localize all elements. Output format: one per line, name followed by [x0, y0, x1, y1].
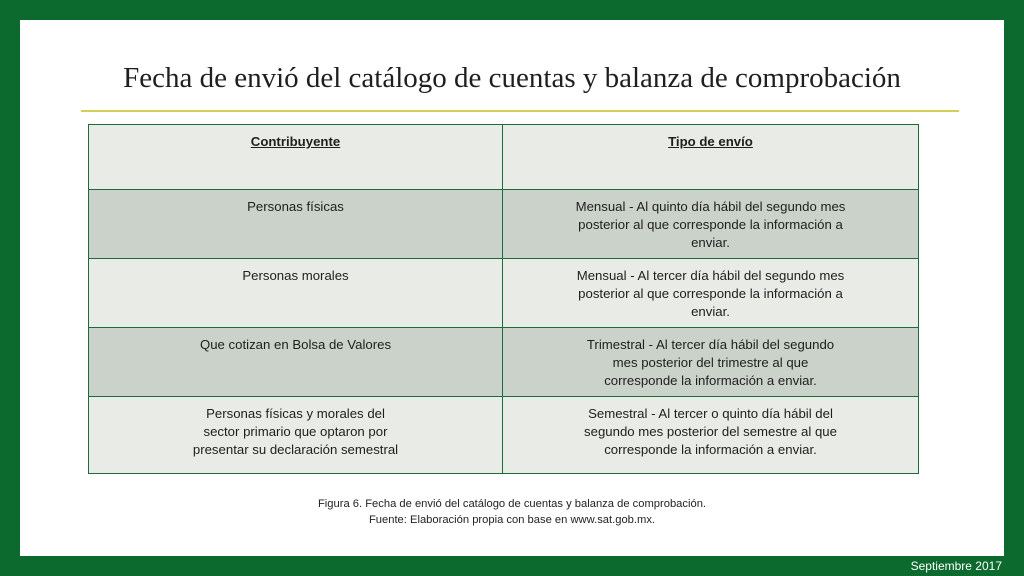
cell-contribuyente: Personas morales — [89, 259, 503, 328]
cell-contribuyente: Personas físicas — [89, 190, 503, 259]
table-row — [89, 190, 919, 259]
figure-caption — [0, 496, 1024, 528]
slide-title: Fecha de envió del catálogo de cuentas y balanza de comprobación — [123, 62, 901, 94]
header-contribuyente: Contribuyente — [89, 125, 503, 190]
caption-source-line: Fuente: Elaboración propia con base en www.sat.gob.mx. — [368, 514, 656, 526]
footer-date: Septiembre 2017 — [910, 559, 1002, 573]
table-row — [89, 397, 919, 474]
title-divider — [81, 110, 959, 112]
cell-tipo-envio: Mensual - Al quinto día hábil del segundo mes posterior al que corresponde la información a enviar. — [503, 190, 919, 259]
cell-contribuyente: Que cotizan en Bolsa de Valores — [89, 328, 503, 397]
header-tipo-envio: Tipo de envío — [503, 125, 919, 190]
caption-figure-line: Figura 6. Fecha de envió del catálogo de cuentas y balanza de comprobación. — [317, 498, 707, 510]
cell-tipo-envio: Semestral - Al tercer o quinto día hábil del segundo mes posterior del semestre al que corresponde la información a enviar. — [503, 397, 919, 474]
cell-contribuyente: Personas físicas y morales del sector primario que optaron por presentar su declaración semestral — [89, 397, 503, 474]
table-header-row — [89, 125, 919, 190]
cell-tipo-envio: Mensual - Al tercer día hábil del segundo mes posterior al que corresponde la información a enviar. — [503, 259, 919, 328]
table-row — [89, 259, 919, 328]
cell-tipo-envio: Trimestral - Al tercer día hábil del segundo mes posterior del trimestre al que corresponde la información a enviar. — [503, 328, 919, 397]
schedule-table — [88, 124, 919, 474]
table-row — [89, 328, 919, 397]
